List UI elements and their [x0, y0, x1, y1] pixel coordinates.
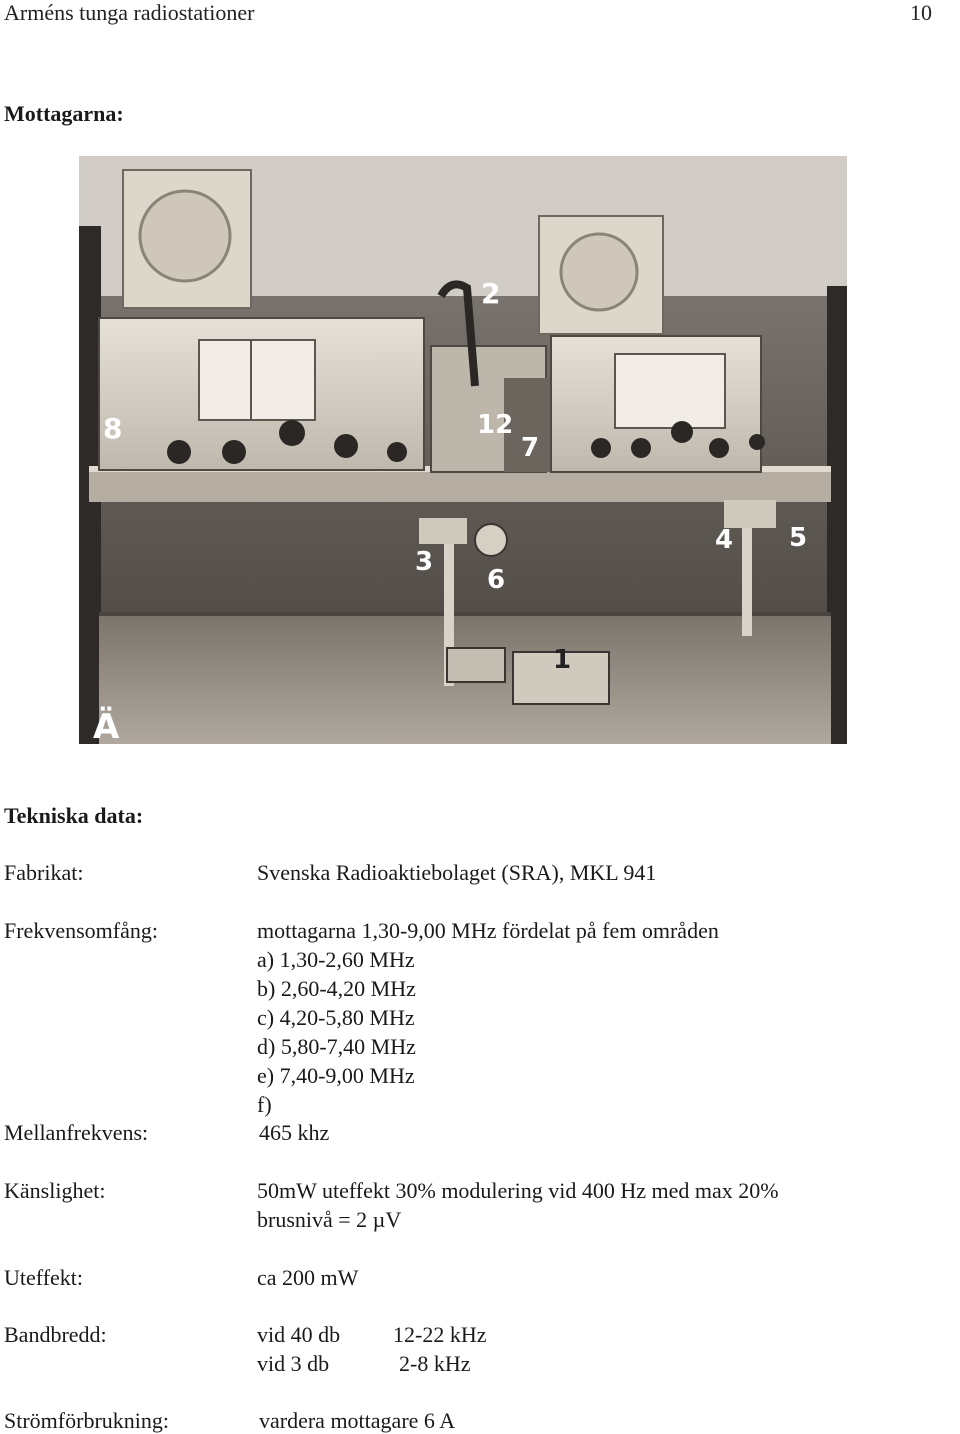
- receivers-photo: [79, 156, 847, 744]
- spec-range-item: d) 5,80-7,40 MHz: [257, 1034, 416, 1059]
- section-heading-technical: Tekniska data:: [4, 803, 144, 828]
- spec-label-frekvens: Frekvensomfång:: [4, 918, 158, 943]
- spec-label-strom: Strömförbrukning:: [4, 1408, 169, 1433]
- photo-label: 3: [415, 547, 434, 577]
- bandwidth-condition: vid 40 db: [257, 1322, 341, 1347]
- spec-range-item: c) 4,20-5,80 MHz: [257, 1005, 415, 1030]
- photo-label: 5: [789, 523, 808, 553]
- page-number: 10: [910, 0, 932, 25]
- spec-label-uteffekt: Uteffekt:: [4, 1265, 84, 1290]
- photo-label: 7: [521, 433, 540, 463]
- spec-value-strom: vardera mottagare 6 A: [259, 1408, 456, 1433]
- photo-label: 6: [487, 565, 506, 595]
- spec-value-uteffekt: ca 200 mW: [257, 1265, 359, 1290]
- section-heading-receivers: Mottagarna:: [4, 101, 124, 126]
- photo-label: 1: [553, 645, 572, 675]
- spec-label-fabrikat: Fabrikat:: [4, 860, 84, 885]
- spec-value-kanslighet-cont: brusnivå = 2 µV: [257, 1207, 402, 1232]
- spec-range-item: b) 2,60-4,20 MHz: [257, 976, 416, 1001]
- bandwidth-range: 12-22 kHz: [393, 1322, 487, 1347]
- bandwidth-condition: vid 3 db: [257, 1351, 330, 1376]
- spec-value-frekvens: mottagarna 1,30-9,00 MHz fördelat på fem områden: [257, 918, 719, 943]
- spec-range-item: e) 7,40-9,00 MHz: [257, 1063, 415, 1088]
- spec-label-bandbredd: Bandbredd:: [4, 1322, 107, 1347]
- spec-range-item: f): [257, 1092, 272, 1117]
- bandwidth-range: 2-8 kHz: [399, 1351, 471, 1376]
- document-header-title: Arméns tunga radiostationer: [4, 0, 255, 25]
- spec-value-kanslighet: 50mW uteffekt 30% modulering vid 400 Hz med max 20%: [257, 1178, 779, 1203]
- spec-range-item: a) 1,30-2,60 MHz: [257, 947, 415, 972]
- spec-label-mellanfrekvens: Mellanfrekvens:: [4, 1120, 149, 1145]
- photo-label: 4: [715, 525, 734, 555]
- spec-value-fabrikat: Svenska Radioaktiebolaget (SRA), MKL 941: [257, 860, 657, 885]
- photo-label: 2: [481, 277, 501, 310]
- spec-label-kanslighet: Känslighet:: [4, 1178, 106, 1203]
- photo-label: 8: [103, 412, 123, 445]
- photo-label: Ä: [93, 707, 120, 744]
- photo-label: 12: [477, 410, 514, 440]
- spec-value-mellanfrekvens: 465 khz: [259, 1120, 330, 1145]
